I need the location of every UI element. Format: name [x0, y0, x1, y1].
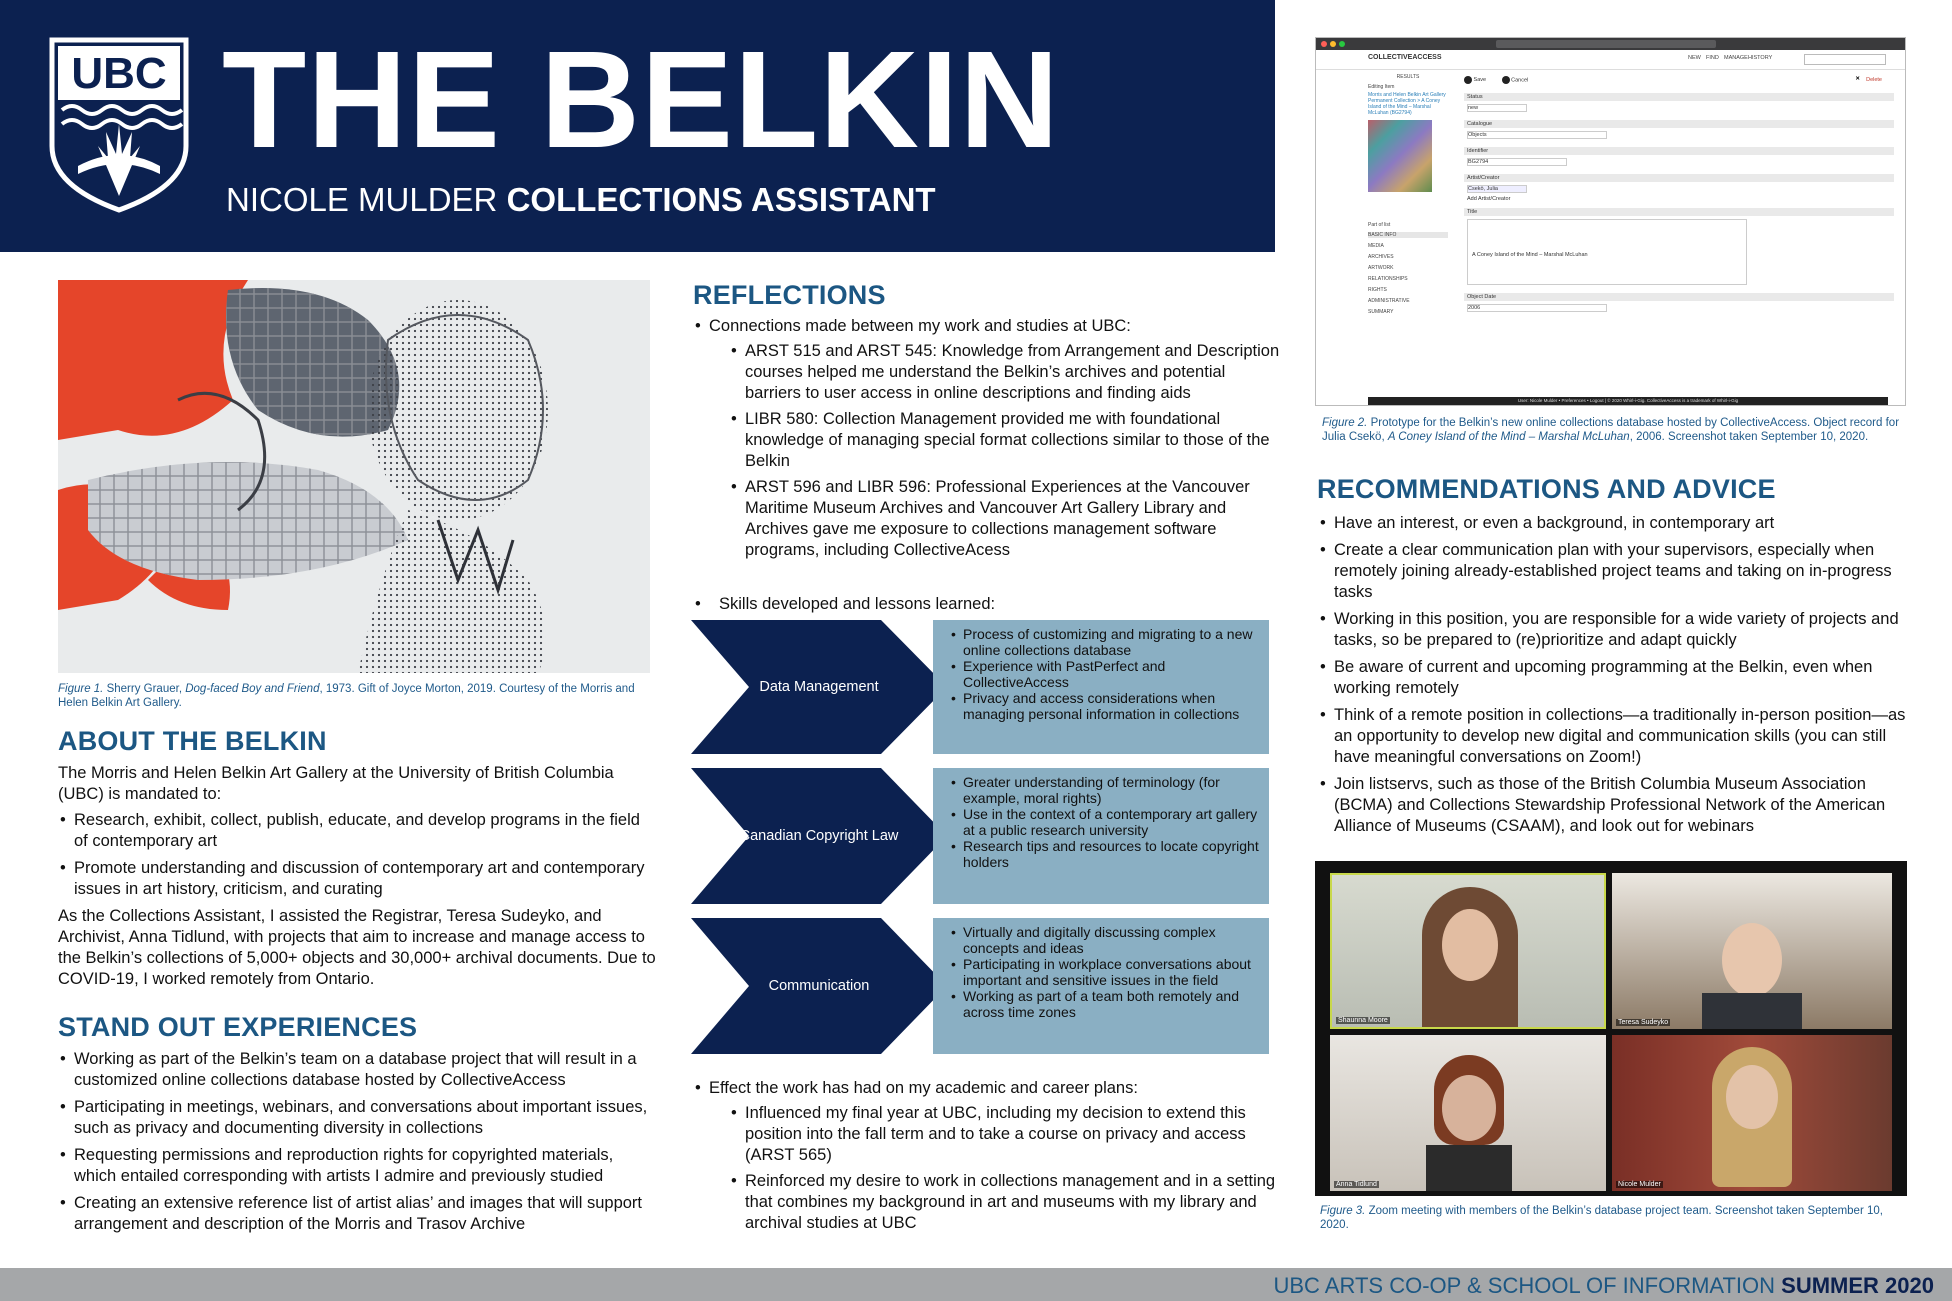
- delete-button[interactable]: Delete: [1866, 77, 1882, 83]
- list-item: • Connections made between my work and studies at UBC: • ARST 515 and ARST 545: Knowledge from Arrangement and Description courses helped me understand the Belkin’s archives and potential barriers to user access in online descriptions and finding aids • LIBR 580: Collection Management provided me with foundational knowledge of managing special format collections similar to those of the Belkin • ARST 596 and LIBR 596: Professional Experiences at the Vancouver Maritime Museum Archives and Vancouver Art Gallery Library and Archives gave me exposure to collections management software programs, including CollectiveAcess: [693, 316, 1283, 561]
- app-brand: COLLECTIVEACCESS: [1368, 54, 1442, 61]
- author-role: COLLECTIONS ASSISTANT: [506, 181, 936, 218]
- standout-section: [58, 1049, 658, 1241]
- reflections-connections: [693, 316, 1283, 566]
- video-tile: [1330, 1035, 1606, 1191]
- date-input[interactable]: 2006: [1467, 304, 1607, 312]
- list-item: • Working in this position, you are responsible for a wide variety of projects and tasks, so be prepared to (re)prioritize and adapt quickly: [1318, 609, 1910, 651]
- standout-heading: STAND OUT EXPERIENCES: [58, 1012, 418, 1042]
- list-item: • Privacy and access considerations when managing personal information in collections: [963, 691, 1261, 722]
- recommendations-heading: RECOMMENDATIONS AND ADVICE: [1317, 474, 1776, 504]
- figure-2-screenshot: [1315, 37, 1906, 406]
- svg-text:UBC: UBC: [71, 49, 167, 98]
- list-item: • Virtually and digitally discussing complex concepts and ideas: [963, 925, 1261, 956]
- list-item: • Reinforced my desire to work in collections management and in a setting that combines my background in art and museums with my library and archival studies at UBC: [729, 1171, 1283, 1234]
- catalogue-select[interactable]: Objects: [1467, 131, 1607, 139]
- participant-figure: [1702, 993, 1802, 1029]
- participant-name: Teresa Sudeyko: [1618, 1019, 1669, 1026]
- participant-face: [1442, 909, 1498, 981]
- list-item: • Working as part of a team both remotely and across time zones: [963, 989, 1261, 1020]
- list-item: • LIBR 580: Collection Management provided me with foundational knowledge of managing special format collections similar to those of the Belkin: [729, 409, 1283, 472]
- participant-name: Nicole Mulder: [1618, 1181, 1661, 1188]
- sidebar: RESULTS Editing Item Morris and Helen Belkin Art Gallery Permanent Collection > A Coney Island of the Mind – Marshal McLuhan (BG2794) Part of list BASIC INFO MEDIA ARCHIVES ARTWORK RELATIONSHIPS RIGHTS ADMINISTRATIVE SUMMARY: [1368, 74, 1448, 315]
- skills-title: • Skills developed and lessons learned:: [693, 594, 1283, 621]
- skill-chevron-data-management: Data Management: [691, 620, 947, 754]
- skill-chevron-communication: Communication: [691, 918, 947, 1054]
- field-label: Artist/Creator: [1464, 174, 1894, 182]
- nav-item[interactable]: NEW: [1688, 55, 1701, 61]
- delete-icon[interactable]: ✕: [1855, 76, 1860, 82]
- list-item: • Research tips and resources to locate copyright holders: [963, 839, 1261, 870]
- artist-chip[interactable]: Csekö, Julia: [1467, 185, 1527, 193]
- item-link[interactable]: Morris and Helen Belkin Art Gallery Permanent Collection > A Coney Island of the Mind – Marshal McLuhan (BG2794): [1368, 92, 1446, 116]
- status-select[interactable]: new: [1467, 104, 1527, 112]
- list-item: • Influenced my final year at UBC, including my decision to extend this position into the fall term and to take a course on privacy and access (ARST 565): [729, 1103, 1283, 1166]
- editor-toolbar: [1464, 76, 1894, 90]
- list-item: • Participating in meetings, webinars, and conversations about important issues, such as privacy and documenting diversity in collections: [58, 1097, 658, 1139]
- sidebar-item[interactable]: ARCHIVES: [1368, 254, 1394, 260]
- list-item: • Think of a remote position in collections—a traditionally in-person position—as an opportunity to develop new digital and communication skills (you can still have meaningful conversations on Zoom!): [1318, 705, 1910, 768]
- item-thumbnail: [1368, 120, 1432, 192]
- about-paragraph: As the Collections Assistant, I assisted the Registrar, Teresa Sudeyko, and Archivist, Anna Tidlund, with projects that aim to increase and manage access to the Belkin’s collections of 5,000+ objects and 30,000+ archival documents. Due to COVID-19, I worked remotely from Ontario.: [58, 907, 656, 988]
- skill-box-communication: [933, 918, 1269, 1054]
- video-tile: [1612, 1035, 1892, 1191]
- identifier-input[interactable]: BG2794: [1467, 158, 1567, 166]
- about-heading: ABOUT THE BELKIN: [58, 726, 327, 756]
- standout-list: [58, 1049, 658, 1235]
- list-item: • Creating an extensive reference list of artist alias’ and images that will support arrangement and description of the Morris and Trasov Archive: [58, 1193, 658, 1235]
- field-label: Status: [1464, 93, 1894, 101]
- add-artist-link[interactable]: Add Artist/Creator: [1467, 196, 1511, 202]
- sidebar-item[interactable]: BASIC INFO: [1368, 232, 1448, 238]
- cancel-icon[interactable]: [1502, 76, 1510, 84]
- results-nav[interactable]: RESULTS: [1396, 74, 1420, 80]
- field-label: Object Date: [1464, 293, 1894, 301]
- poster-title: THE BELKIN: [222, 23, 1060, 177]
- save-button[interactable]: Save: [1473, 77, 1487, 84]
- footer-text: UBC ARTS CO-OP & SCHOOL OF INFORMATION SUMMER 2020: [1273, 1273, 1934, 1298]
- skill-box-copyright: [933, 768, 1269, 904]
- field-label: Catalogue: [1464, 120, 1894, 128]
- nav-item[interactable]: FIND: [1706, 55, 1719, 61]
- recommendations-list: [1318, 513, 1910, 837]
- list-item: • Experience with PastPerfect and CollectiveAccess: [963, 659, 1261, 690]
- sidebar-item[interactable]: MEDIA: [1368, 243, 1384, 249]
- footer-bar: [0, 1268, 1952, 1301]
- minimize-dot-icon: [1330, 41, 1336, 47]
- address-bar[interactable]: [1496, 40, 1716, 48]
- save-icon[interactable]: [1464, 76, 1472, 84]
- list-item: • Use in the context of a contemporary art gallery at a public research university: [963, 807, 1261, 838]
- figure-2-caption: Figure 2. Prototype for the Belkin’s new online collections database hosted by CollectiveAccess. Object record for Julia Csekö, A Coney Island of the Mind – Marshal McLuhan, 2006. Screenshot taken September 10, 2020.: [1322, 417, 1900, 443]
- list-item: • Requesting permissions and reproduction rights for copyrighted materials, which entailed corresponding with artists I admire and previously studied: [58, 1145, 658, 1187]
- ubc-crest-logo: [48, 36, 190, 214]
- list-item: • Promote understanding and discussion of contemporary art and contemporary issues in art history, criticism, and curating: [58, 858, 658, 900]
- list-item: • ARST 596 and LIBR 596: Professional Experiences at the Vancouver Maritime Museum Archives and Vancouver Art Gallery Library and Archives gave me exposure to collections management software programs, including CollectiveAcess: [729, 477, 1283, 561]
- sidebar-item[interactable]: RELATIONSHIPS: [1368, 276, 1408, 282]
- list-item: • Join listservs, such as those of the British Columbia Museum Association (BCMA) and Collections Stewardship Professional Network of the American Alliance of Museums (CSAAM), and look out for webinars: [1318, 774, 1910, 837]
- participant-name: Anna Tidlund: [1336, 1181, 1377, 1188]
- header-banner: [0, 0, 1275, 252]
- participant-face: [1726, 1065, 1778, 1129]
- app-navbar: [1316, 50, 1905, 70]
- app-footer: User: Nicole Mulder • Preferences • Logout | © 2020 Whirl-i-Gig. CollectiveAccess is a trademark of Whirl-i-Gig: [1368, 397, 1888, 405]
- skill-box-data-management: [933, 620, 1269, 754]
- field-label: Title: [1464, 208, 1894, 216]
- list-item: • Effect the work has had on my academic and career plans: • Influenced my final year at UBC, including my decision to extend this position into the fall term and to take a course on privacy and access (ARST 565) • Reinforced my desire to work in collections management and in a setting that combines my background in art and museums with my library and archival studies at UBC: [693, 1078, 1283, 1234]
- cancel-button[interactable]: Cancel: [1511, 77, 1529, 84]
- participant-name: Shaunna Moore: [1338, 1017, 1388, 1024]
- participant-face: [1442, 1075, 1496, 1141]
- figure-1-artwork: [58, 280, 650, 673]
- figure-3-zoom-screenshot: [1315, 861, 1907, 1196]
- recommendations-section: [1318, 513, 1910, 843]
- reflections-effect: [693, 1078, 1283, 1240]
- reflections-heading: REFLECTIONS: [693, 280, 886, 310]
- title-editor[interactable]: A Coney Island of the Mind – Marshal McLuhan: [1467, 219, 1747, 285]
- about-section: [58, 763, 658, 990]
- list-item: • Participating in workplace conversations about important and sensitive issues in the field: [963, 957, 1261, 988]
- list-item: • Greater understanding of terminology (for example, moral rights): [963, 775, 1261, 806]
- nav-item[interactable]: HISTORY: [1748, 55, 1773, 61]
- editor-panel: [1464, 76, 1894, 386]
- browser-titlebar: [1316, 38, 1905, 50]
- list-item: • Create a clear communication plan with your supervisors, especially when remotely joining already-established project teams and taking on in-progress tasks: [1318, 540, 1910, 603]
- poster-subtitle: [226, 180, 936, 220]
- video-tile: [1330, 873, 1606, 1029]
- figure-3-caption: Figure 3. Zoom meeting with members of the Belkin’s database project team. Screenshot taken September 10, 2020.: [1320, 1205, 1883, 1231]
- sidebar-item[interactable]: ADMINISTRATIVE: [1368, 298, 1410, 304]
- list-item: • Working as part of the Belkin’s team on a database project that will result in a customized online collections database hosted by CollectiveAccess: [58, 1049, 658, 1091]
- search-input[interactable]: [1804, 54, 1886, 65]
- list-item: • ARST 515 and ARST 545: Knowledge from Arrangement and Description courses helped me understand the Belkin’s archives and potential barriers to user access in online descriptions and finding aids: [729, 341, 1283, 404]
- list-item: • Have an interest, or even a background, in contemporary art: [1318, 513, 1910, 534]
- about-list: [58, 810, 658, 900]
- participant-face: [1722, 923, 1782, 997]
- sidebar-item[interactable]: RIGHTS: [1368, 287, 1387, 293]
- list-item: • Be aware of current and upcoming programming at the Belkin, even when working remotely: [1318, 657, 1910, 699]
- figure-1-caption: Figure 1. Sherry Grauer, Dog-faced Boy and Friend, 1973. Gift of Joyce Morton, 2019. Courtesy of the Morris and Helen Belkin Art Gallery.: [58, 683, 635, 709]
- skill-chevron-copyright: Canadian Copyright Law: [691, 768, 947, 904]
- sidebar-item[interactable]: SUMMARY: [1368, 309, 1394, 315]
- field-label: Identifier: [1464, 147, 1894, 155]
- author-name: NICOLE MULDER: [226, 181, 498, 218]
- sidebar-item[interactable]: ARTWORK: [1368, 265, 1394, 271]
- video-tile: [1612, 873, 1892, 1029]
- maximize-dot-icon: [1339, 41, 1345, 47]
- about-intro: The Morris and Helen Belkin Art Gallery at the University of British Columbia (UBC) is mandated to:: [58, 764, 614, 803]
- close-dot-icon: [1321, 41, 1327, 47]
- list-item: • Process of customizing and migrating to a new online collections database: [963, 627, 1261, 658]
- nav-item[interactable]: MANAGE: [1724, 55, 1748, 61]
- list-item: • Research, exhibit, collect, publish, educate, and develop programs in the field of contemporary art: [58, 810, 658, 852]
